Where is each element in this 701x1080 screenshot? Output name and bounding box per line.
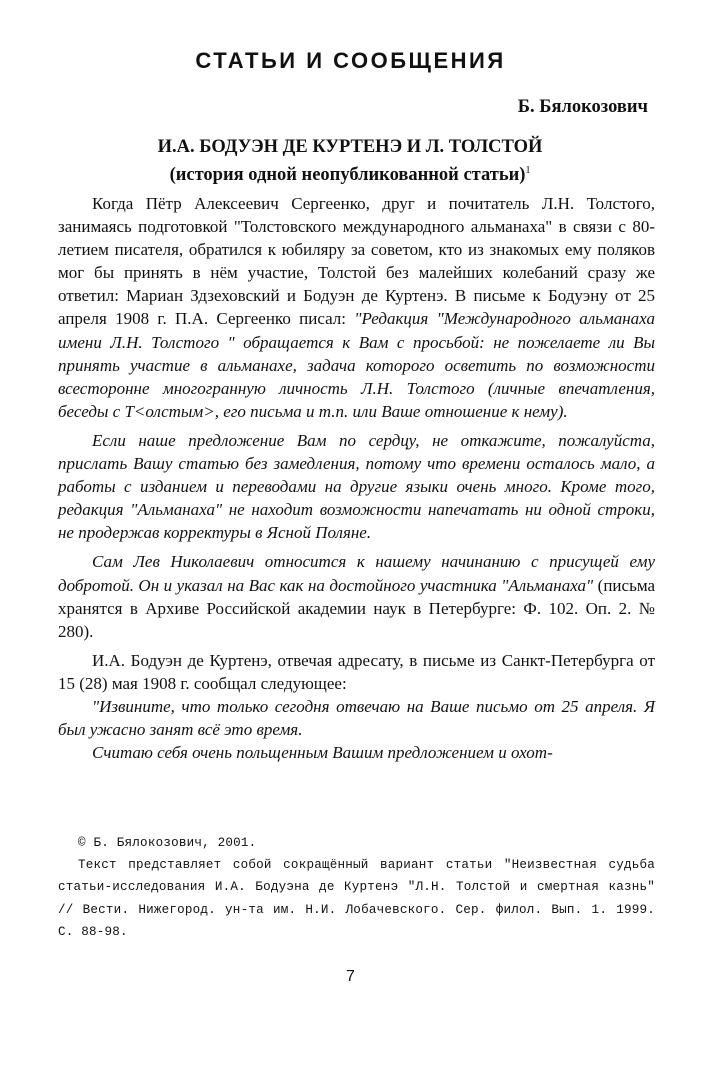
author-name: Б. Бялокозович [517,97,648,117]
paragraph [58,741,655,764]
paragraph [58,192,655,423]
paragraph-text: Когда Пётр Алексеевич Сергеенко, друг и почитатель Л.Н. Толстого, занимаясь подготовкой "Толстовского международного альманаха" в связи с 80-летием писателя, обратился к юбиляру за советом, кто из знакомых ему поляков мог бы принять в нём участие, Толстой без малейших колебаний сразу же ответил: Мариан Здзеховский и Бодуэн де Куртенэ. В письме к Бодуэну от 25 апреля 1908 г. П.А. Сергеенко писал: [58,194,655,329]
article-body [58,192,655,764]
article-subtitle: (история одной неопубликованной статьи) [169,165,526,186]
paragraph [58,649,655,695]
footnote-text: Текст представляет собой сокращённый вариант статьи "Неизвестная судьба статьи-исследования И.А. Бодуэна де Куртенэ "Л.Н. Толстой и смертная казнь" // Вести. Нижегород. ун-та им. Н.И. Лобачевского. Сер. филол. Вып. 1. 1999. С. 88-98. [58,858,655,939]
quote-text: "Редакция "Международного альманаха имени Л.Н. Толстого " обращается к Вам с просьбой: не пожелаете ли Вы принять участие в альманахе, задача которого осветить по возможности всесторонне многогранную личность Л.Н. Толстого (личные впечатления, беседы с Т<олстым>, его письма и т.п. или Ваше отношение к нему). [58,309,655,421]
section-title: СТАТЬИ И СООБЩЕНИЯ [195,48,506,73]
article-title-block [40,136,660,187]
page-number: 7 [346,968,355,985]
paragraph-text: И.А. Бодуэн де Куртенэ, отвечая адресату, в письме из Санкт-Петербурга от 15 (28) мая 1908 г. сообщал следующее: [58,650,655,693]
paragraph [58,550,655,642]
paragraph [58,429,655,544]
paragraph-text: (письма хранятся в Архиве Российской академии наук в Петербурге: Ф. 102. Оп. 2. № 280). [58,575,656,641]
article-title: И.А. БОДУЭН ДЕ КУРТЕНЭ И Л. ТОЛСТОЙ [157,137,543,157]
quote-text: Сам Лев Николаевич относится к нашему начинанию с присущей ему добротой. Он и указал на Вас как на достойного участника "Альманаха" [58,552,655,595]
quote-text: Считаю себя очень польщенным Вашим предложением и охот- [92,743,553,763]
footnote-divider [58,827,655,828]
footnote-mark: 1 [525,165,531,176]
quote-text: Если наше предложение Вам по сердцу, не откажите, пожалуйста, прислать Вашу статью без замедления, потому что времени осталось мало, а работы с изданием и переводами на другие языки очень много. Кроме того, редакция "Альманаха" не находит возможности напечатать ни одной строки, не продержав корректуры в Ясной Поляне. [58,430,655,543]
article-subtitle-line [40,159,660,187]
quote-text: "Извините, что только сегодня отвечаю на Ваше письмо от 25 апреля. Я был ужасно занят всё это время. [58,696,655,740]
paragraph [58,695,655,741]
copyright-note: © Б. Бялокозович, 2001. [78,836,257,850]
footnotes [58,832,655,943]
